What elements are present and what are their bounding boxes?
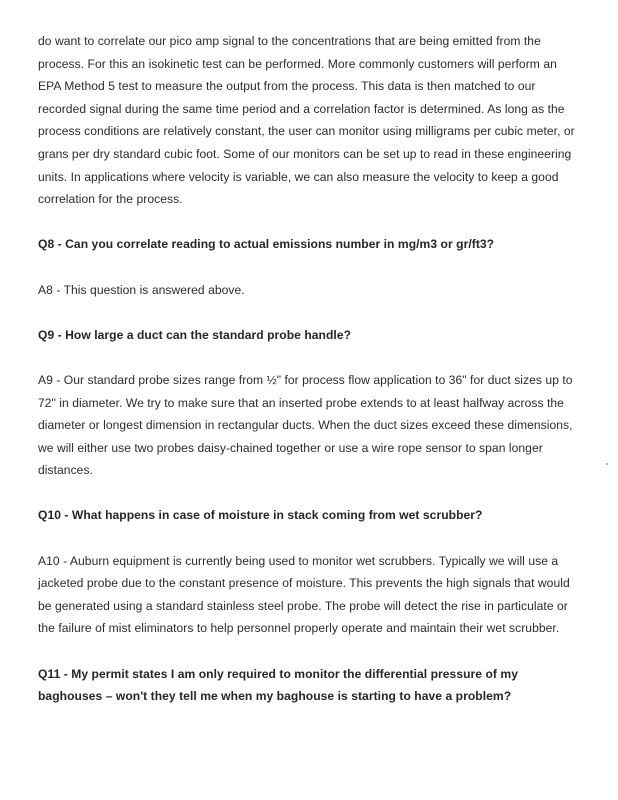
answer-label: A9 — [38, 372, 53, 387]
document-page — [38, 30, 583, 708]
question-q9: Q9 - How large a duct can the standard probe handle? — [38, 327, 352, 342]
answer-text: - Auburn equipment is currently being used to monitor wet scrubbers. Typically we will use a jacketed probe due to the constant presence of moisture. This prevents the high signals that would be generated using a standard stainless steel probe. The probe will detect the rise in particulate or the failure of mist eliminators to help personnel properly operate and maintain their wet scrubber. — [38, 553, 570, 636]
answer-a9 — [38, 369, 583, 482]
question-q8: Q8 - Can you correlate reading to actual emissions number in mg/m3 or gr/ft3? — [38, 237, 495, 252]
question-q11: Q11 - My permit states I am only required to monitor the differential pressure of my baghouses – won't they tell me when my baghouse is starting to have a problem? — [38, 666, 518, 704]
answer-label: A8 — [38, 282, 53, 297]
answer-a10 — [38, 550, 583, 640]
answer-text: - Our standard probe sizes range from ½" for process flow application to 36" for duct sizes up to 72" in diameter. We try to make sure that an inserted probe extends to at least halfway across the diameter or longest dimension in rectangular ducts. When the duct sizes exceed these dimensions, we will either use two probes daisy-chained together or use a wire rope sensor to span longer distances. — [38, 372, 573, 478]
answer-label: A10 — [38, 553, 60, 568]
scan-speck — [606, 463, 608, 465]
intro-paragraph: do want to correlate our pico amp signal to the concentrations that are being emitted from the process. For this an isokinetic test can be performed. More commonly customers will perform an EPA Method 5 test to measure the output from the process. This data is then matched to our recorded signal during the same time period and a correlation factor is determined. As long as the process conditions are relatively constant, the user can monitor using milligrams per cubic meter, or grans per dry standard cubic foot. Some of our monitors can be set up to read in these engineering units. In applications where velocity is variable, we can also measure the velocity to keep a good correlation for the process. — [38, 34, 575, 207]
answer-text: - This question is answered above. — [52, 282, 245, 297]
question-q10: Q10 - What happens in case of moisture in stack coming from wet scrubber? — [38, 508, 483, 523]
answer-a8 — [38, 279, 583, 302]
